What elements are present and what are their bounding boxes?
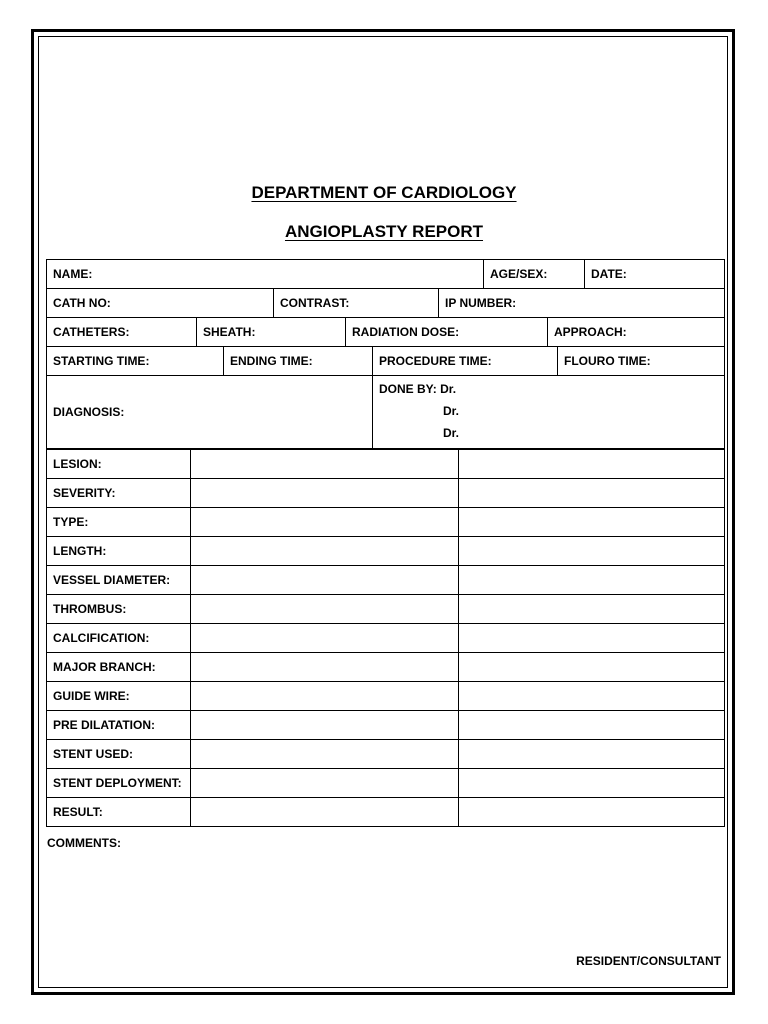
- ending-time-field[interactable]: ENDING TIME:: [224, 347, 373, 376]
- patient-row-4: [46, 346, 725, 376]
- lesion-value-cell-2[interactable]: [459, 682, 725, 711]
- lesion-value-cell-1[interactable]: [191, 682, 459, 711]
- done-by-line-2: Dr.: [443, 404, 460, 418]
- lesion-value-cell-1[interactable]: [191, 798, 459, 827]
- age-sex-field[interactable]: AGE/SEX:: [484, 260, 585, 289]
- cath-no-field[interactable]: CATH NO:: [47, 289, 274, 318]
- lesion-row-label: LESION:: [47, 450, 191, 479]
- lesion-row-label: RESULT:: [47, 798, 191, 827]
- lesion-value-cell-2[interactable]: [459, 624, 725, 653]
- lesion-table-row: [47, 508, 725, 537]
- lesion-table-row: [47, 566, 725, 595]
- lesion-value-cell-2[interactable]: [459, 508, 725, 537]
- lesion-value-cell-2[interactable]: [459, 450, 725, 479]
- lesion-value-cell-1[interactable]: [191, 508, 459, 537]
- lesion-table-row: [47, 769, 725, 798]
- lesion-value-cell-2[interactable]: [459, 537, 725, 566]
- done-by-field[interactable]: [373, 376, 725, 449]
- patient-row-2: [46, 288, 725, 318]
- lesion-value-cell-1[interactable]: [191, 537, 459, 566]
- patient-row-3: [46, 317, 725, 347]
- catheters-field[interactable]: CATHETERS:: [47, 318, 197, 347]
- lesion-row-label: LENGTH:: [47, 537, 191, 566]
- procedure-time-field[interactable]: PROCEDURE TIME:: [373, 347, 558, 376]
- lesion-table-row: [47, 624, 725, 653]
- lesion-table-row: [47, 450, 725, 479]
- comments-label: COMMENTS:: [47, 836, 121, 850]
- done-by-line-3: Dr.: [443, 426, 460, 440]
- lesion-value-cell-2[interactable]: [459, 798, 725, 827]
- lesion-row-label: PRE DILATATION:: [47, 711, 191, 740]
- lesion-value-cell-2[interactable]: [459, 566, 725, 595]
- lesion-row-label: VESSEL DIAMETER:: [47, 566, 191, 595]
- lesion-value-cell-2[interactable]: [459, 769, 725, 798]
- lesion-value-cell-1[interactable]: [191, 653, 459, 682]
- lesion-table-row: [47, 537, 725, 566]
- lesion-row-label: GUIDE WIRE:: [47, 682, 191, 711]
- lesion-row-label: MAJOR BRANCH:: [47, 653, 191, 682]
- lesion-table: [46, 449, 725, 827]
- done-by-line-1: DONE BY: Dr.: [379, 382, 457, 396]
- lesion-value-cell-1[interactable]: [191, 595, 459, 624]
- lesion-value-cell-1[interactable]: [191, 624, 459, 653]
- lesion-table-row: [47, 653, 725, 682]
- radiation-dose-field[interactable]: RADIATION DOSE:: [346, 318, 548, 347]
- lesion-table-row: [47, 682, 725, 711]
- ip-number-field[interactable]: IP NUMBER:: [439, 289, 725, 318]
- lesion-value-cell-1[interactable]: [191, 479, 459, 508]
- department-title: DEPARTMENT OF CARDIOLOGY: [251, 183, 517, 202]
- sheath-field[interactable]: SHEATH:: [197, 318, 346, 347]
- lesion-table-row: [47, 711, 725, 740]
- lesion-value-cell-2[interactable]: [459, 711, 725, 740]
- lesion-value-cell-2[interactable]: [459, 595, 725, 624]
- lesion-value-cell-1[interactable]: [191, 740, 459, 769]
- lesion-value-cell-1[interactable]: [191, 769, 459, 798]
- lesion-value-cell-1[interactable]: [191, 566, 459, 595]
- lesion-row-label: CALCIFICATION:: [47, 624, 191, 653]
- lesion-value-cell-2[interactable]: [459, 479, 725, 508]
- flouro-time-field[interactable]: FLOURO TIME:: [558, 347, 725, 376]
- lesion-value-cell-2[interactable]: [459, 653, 725, 682]
- patient-row-5: [46, 375, 725, 449]
- lesion-value-cell-1[interactable]: [191, 450, 459, 479]
- diagnosis-field[interactable]: DIAGNOSIS:: [47, 376, 373, 449]
- name-field[interactable]: NAME:: [47, 260, 484, 289]
- lesion-row-label: STENT DEPLOYMENT:: [47, 769, 191, 798]
- patient-row-1: [46, 259, 725, 289]
- lesion-row-label: STENT USED:: [47, 740, 191, 769]
- date-field[interactable]: DATE:: [585, 260, 725, 289]
- report-title: ANGIOPLASTY REPORT: [284, 222, 484, 241]
- lesion-row-label: SEVERITY:: [47, 479, 191, 508]
- lesion-table-row: [47, 595, 725, 624]
- signature-label: RESIDENT/CONSULTANT: [576, 954, 721, 968]
- lesion-value-cell-1[interactable]: [191, 711, 459, 740]
- approach-field[interactable]: APPROACH:: [548, 318, 725, 347]
- lesion-table-row: [47, 798, 725, 827]
- starting-time-field[interactable]: STARTING TIME:: [47, 347, 224, 376]
- lesion-row-label: TYPE:: [47, 508, 191, 537]
- lesion-value-cell-2[interactable]: [459, 740, 725, 769]
- lesion-row-label: THROMBUS:: [47, 595, 191, 624]
- lesion-table-row: [47, 740, 725, 769]
- contrast-field[interactable]: CONTRAST:: [274, 289, 439, 318]
- lesion-table-row: [47, 479, 725, 508]
